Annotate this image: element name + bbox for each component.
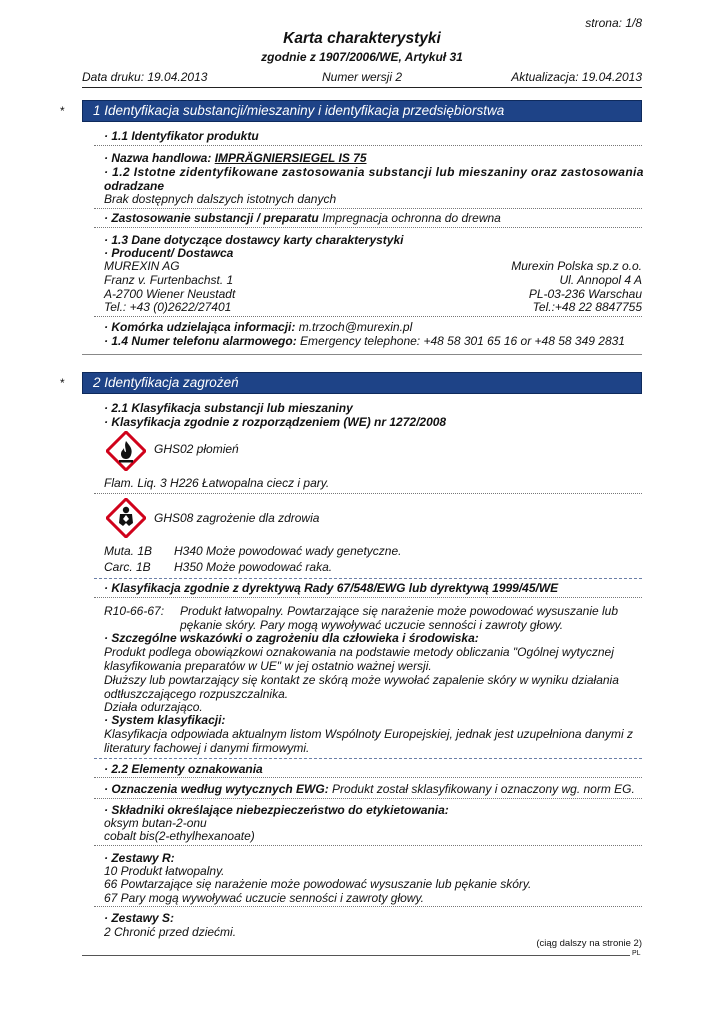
- hazard-code: Carc. 1B: [104, 560, 151, 574]
- address-row: [104, 273, 642, 287]
- s-sets-label: · Zestawy S:: [104, 911, 175, 925]
- separator: [94, 845, 642, 846]
- address-row: [104, 300, 642, 314]
- continued-note: (ciąg dalszy na stronie 2): [536, 938, 642, 949]
- document-subtitle: zgodnie z 1907/2006/WE, Artykuł 31: [261, 50, 463, 64]
- separator: [94, 227, 642, 228]
- s-set-item: 2 Chronić przed dziećmi.: [104, 925, 237, 939]
- r-set-item: 10 Produkt łatwopalny.: [104, 864, 225, 878]
- producer-label: · Producent/ Dostawca: [104, 246, 234, 260]
- r-code: R10-66-67:: [104, 604, 165, 618]
- system-line: Klasyfikacja odpowiada aktualnym listom Wspólnoty Europejskiej, jednak jest uzupełniona danymi z: [104, 727, 633, 741]
- s21-label: · 2.1 Klasyfikacja substancji lub mieszaniny: [104, 401, 353, 415]
- right-address-line: PL-03-236 Warschau: [528, 287, 642, 301]
- special-line: Dłuższy lub powtarzający się kontakt ze skórą może wywołać zapalenie skóry w wyniku działania: [104, 673, 619, 687]
- special-line: Działa odurzająco.: [104, 700, 203, 714]
- s22-label: · 2.2 Elementy oznakowania: [104, 762, 263, 776]
- special-line: klasyfikowania preparatów w UE" w jej ostatnio ważnej wersji.: [104, 659, 432, 673]
- use-label: · Zastosowanie substancji / preparatu: [104, 211, 323, 225]
- r-sets-label: · Zestawy R:: [104, 851, 175, 865]
- print-date: Data druku: 19.04.2013: [82, 70, 208, 84]
- trade-name-row: [104, 151, 642, 165]
- right-address-line: Murexin Polska sp.z o.o.: [511, 259, 642, 273]
- ewg-label: · Oznaczenia według wytycznych EWG:: [104, 782, 333, 796]
- emergency-row: [104, 334, 642, 348]
- r-set-item: 67 Pary mogą wywoływać uczucie senności i zawroty głowy.: [104, 891, 424, 905]
- ewg-text: Produkt został sklasyfikowany i oznaczony wg. norm EG.: [332, 782, 635, 796]
- section2-heading: 2 Identyfikacja zagrożeń: [82, 372, 642, 394]
- separator: [94, 145, 642, 146]
- hazard-row: [104, 544, 642, 558]
- trade-name: IMPRÄGNIERSIEGEL IS 75: [214, 151, 367, 165]
- system-line: literatury fachowej i danymi firmowymi.: [104, 741, 310, 755]
- clp-label: · Klasyfikacja zgodnie z rozporządzeniem (WE) nr 1272/2008: [104, 415, 447, 429]
- left-address-line: A-2700 Wiener Neustadt: [104, 287, 236, 301]
- component-item: cobalt bis(2-ethylhexanoate): [104, 829, 255, 843]
- use-row: [104, 211, 642, 225]
- section-2: [82, 372, 642, 952]
- trade-name-label: · Nazwa handlowa:: [104, 151, 215, 165]
- s12-label-cont: odradzane: [104, 179, 165, 193]
- separator: [94, 798, 642, 799]
- address-row: [104, 259, 642, 273]
- separator: [94, 906, 642, 907]
- left-address-line: MUREXIN AG: [104, 259, 180, 273]
- document-title: Karta charakterystyki: [283, 30, 441, 47]
- hazard-text: H340 Może powodować wady genetyczne.: [174, 544, 402, 558]
- address-row: [104, 287, 642, 301]
- page-number: strona: 1/8: [585, 16, 642, 30]
- component-item: oksym butan-2-onu: [104, 816, 207, 830]
- section1-bottom-rule: [82, 354, 642, 355]
- ewg-row: [104, 782, 642, 796]
- components-label: · Składniki określające niebezpieczeństwo do etykietowania:: [104, 803, 449, 817]
- flame-icon: [106, 431, 146, 471]
- ghs02-label: GHS02 płomień: [154, 442, 239, 456]
- r-text-cont: pękanie skóry. Pary mogą wywoływać uczucie senności i zawroty głowy.: [180, 618, 564, 632]
- section2-change-marker: *: [60, 376, 65, 390]
- special-line: odtłuszczającego rozpuszczalnika.: [104, 687, 289, 701]
- section1-heading: 1 Identyfikacja substancji/mieszaniny i identyfikacja przedsiębiorstwa: [82, 100, 642, 122]
- separator: [94, 758, 642, 759]
- r-text: Produkt łatwopalny. Powtarzające się narażenie może powodować wysuszanie lub: [180, 604, 619, 618]
- s12-text: Brak dostępnych dalszych istotnych danych: [104, 192, 337, 206]
- update-date: Aktualizacja: 19.04.2013: [511, 70, 642, 84]
- section-1: [82, 100, 642, 353]
- r-phrase-row: [104, 604, 642, 618]
- health-hazard-icon: [106, 498, 146, 538]
- special-label: · Szczególne wskazówki o zagrożeniu dla człowieka i środowiska:: [104, 631, 479, 645]
- hazard-row: [104, 560, 642, 574]
- s11-label: · 1.1 Identyfikator produktu: [104, 129, 259, 143]
- ghs08-label: GHS08 zagrożenie dla zdrowia: [154, 511, 320, 525]
- s12-label: · 1.2 Istotne zidentyfikowane zastosowania substancji lub mieszaniny oraz zastosowania: [104, 165, 644, 179]
- info-label: · Komórka udzielająca informacji:: [104, 320, 299, 334]
- separator: [94, 316, 642, 317]
- header-rule: [82, 87, 642, 88]
- system-label: · System klasyfikacji:: [104, 713, 226, 727]
- hazard-code: Muta. 1B: [104, 544, 153, 558]
- left-address-line: Franz v. Furtenbachst. 1: [104, 273, 234, 287]
- separator: [94, 777, 642, 778]
- flam-classification: Flam. Liq. 3 H226 Łatwopalna ciecz i pary.: [104, 476, 330, 490]
- section1-change-marker: *: [60, 104, 65, 118]
- left-address-line: Tel.: +43 (0)2622/27401: [104, 300, 232, 314]
- emergency-text: Emergency telephone: +48 58 301 65 16 or +48 58 349 2831: [300, 334, 625, 348]
- language-code: PL: [632, 950, 641, 957]
- special-line: Produkt podlega obowiązkowi oznakowania na podstawie metody obliczania "Ogólnej wytycznej: [104, 645, 614, 659]
- hazard-text: H350 Może powodować raka.: [174, 560, 333, 574]
- info-row: [104, 320, 642, 334]
- right-address-line: Tel.:+48 22 8847755: [532, 300, 642, 314]
- info-email[interactable]: m.trzoch@murexin.pl: [298, 320, 413, 334]
- separator: [94, 493, 642, 494]
- directive-label: · Klasyfikacja zgodnie z dyrektywą Rady 67/548/EWG lub dyrektywą 1999/45/WE: [104, 581, 559, 595]
- emergency-label: · 1.4 Numer telefonu alarmowego:: [104, 334, 301, 348]
- separator: [94, 597, 642, 598]
- separator: [94, 578, 642, 579]
- r-set-item: 66 Powtarzające się narażenie może powodować wysuszanie lub pękanie skóry.: [104, 877, 532, 891]
- s13-label: · 1.3 Dane dotyczące dostawcy karty charakterystyki: [104, 233, 404, 247]
- footer-rule: [82, 955, 642, 956]
- right-address-line: Ul. Annopol 4 A: [559, 273, 642, 287]
- use-text: Impregnacja ochronna do drewna: [322, 211, 501, 225]
- separator: [94, 208, 642, 209]
- version-number: Numer wersji 2: [322, 70, 403, 84]
